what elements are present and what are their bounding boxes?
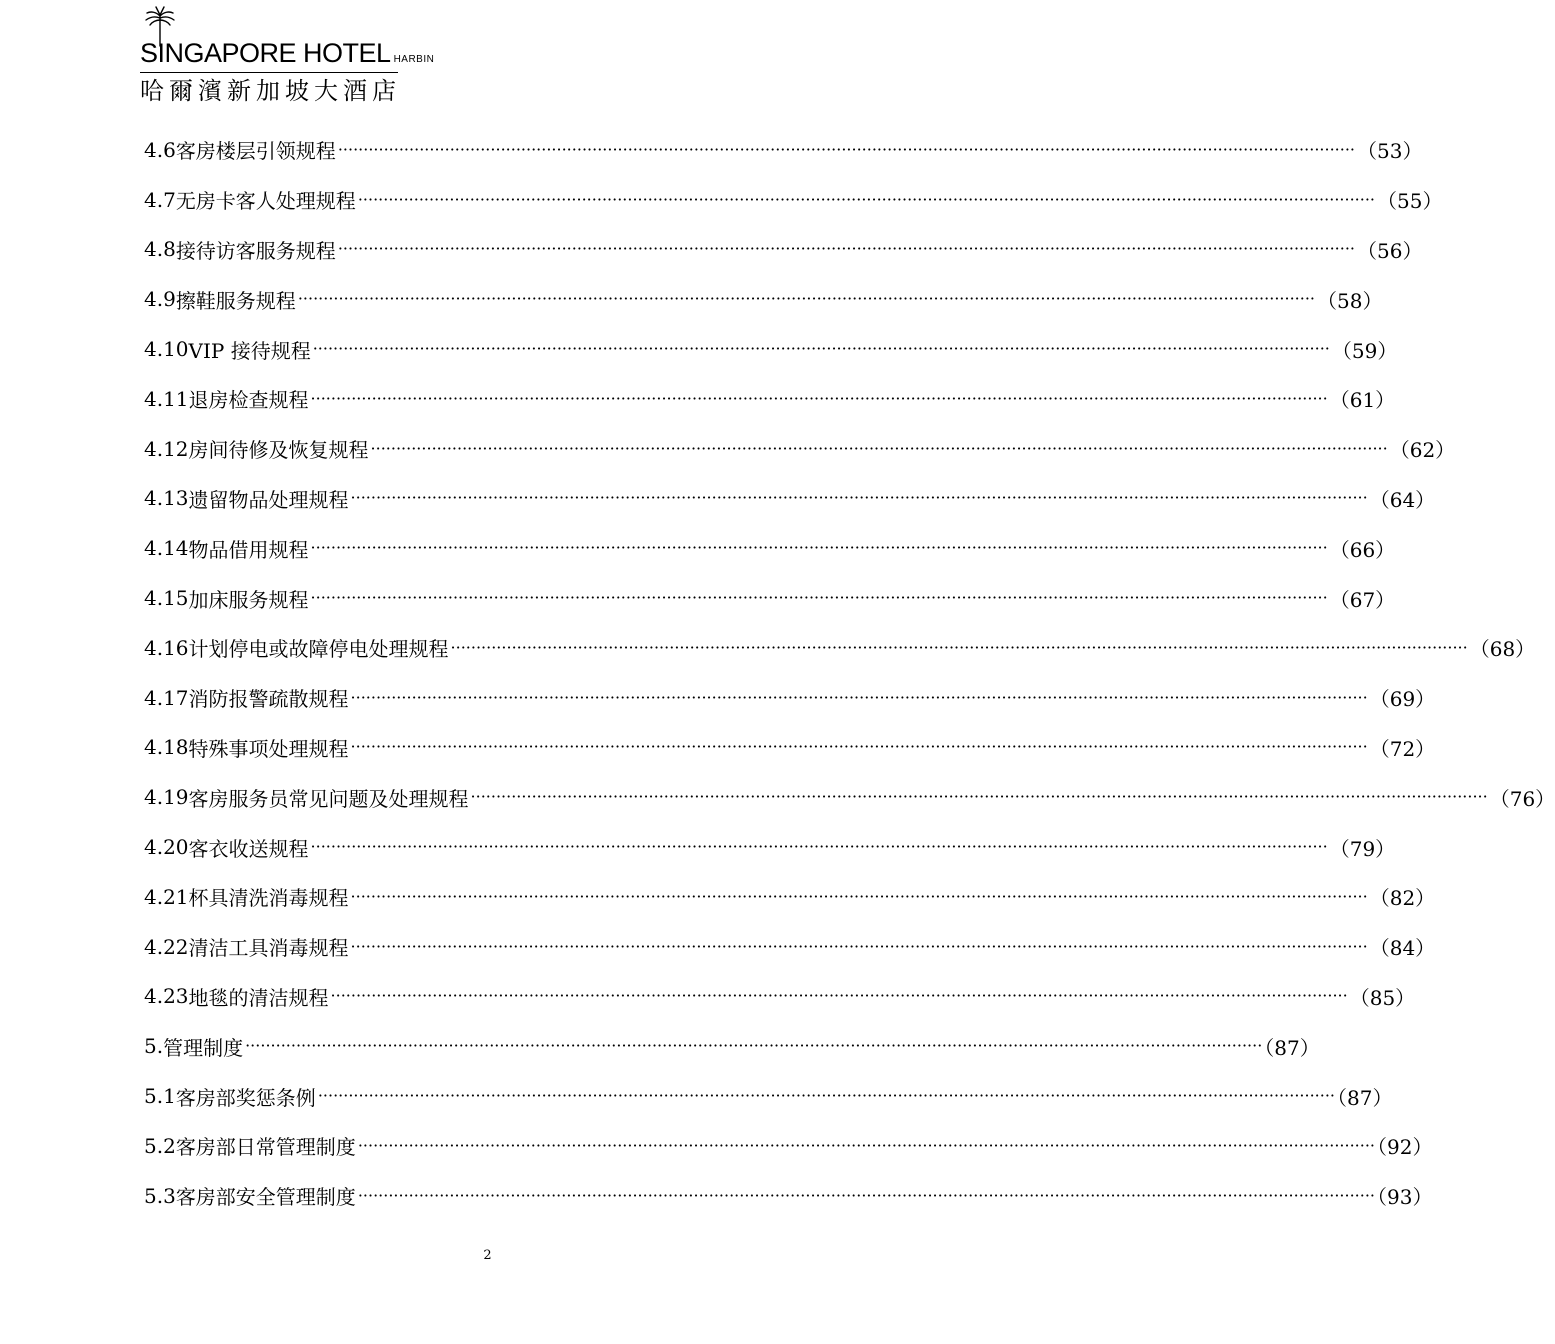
toc-dot-leader: ········································································································································································································	[337, 139, 1355, 159]
toc-entry-number: 4.20	[144, 835, 189, 860]
toc-entry[interactable]	[144, 673, 1436, 723]
toc-entry-page: （53）	[1357, 139, 1423, 164]
toc-entry[interactable]	[144, 374, 1396, 424]
toc-entry[interactable]	[144, 922, 1436, 972]
toc-entry-page: （56）	[1357, 238, 1423, 263]
toc-entry-title: 加床服务规程	[188, 587, 309, 612]
toc-entry[interactable]	[144, 1021, 1320, 1071]
toc-entry-title: 接待访客服务规程	[175, 238, 336, 263]
toc-entry[interactable]	[144, 822, 1396, 872]
toc-entry-page: （69）	[1369, 687, 1436, 712]
toc-entry-page: （79）	[1329, 836, 1396, 861]
toc-entry-number: 5.1	[144, 1084, 176, 1109]
toc-entry[interactable]	[144, 772, 1555, 822]
toc-entry[interactable]	[144, 424, 1456, 474]
toc-entry-title: 无房卡客人处理规程	[175, 189, 356, 214]
toc-entry-number: 4.8	[144, 237, 176, 262]
toc-entry-page: （67）	[1329, 587, 1396, 612]
logo-divider	[140, 72, 398, 73]
toc-entry-page: （68）	[1469, 637, 1536, 662]
toc-entry-page: （55）	[1377, 189, 1443, 214]
toc-entry-number: 4.9	[144, 287, 176, 312]
toc-entry-page: （76）	[1489, 786, 1555, 811]
toc-entry-title: 客衣收送规程	[188, 836, 309, 861]
toc-entry-number: 4.15	[144, 586, 189, 611]
toc-entry-title: 客房部安全管理制度	[175, 1185, 356, 1210]
toc-entry-title: 清洁工具消毒规程	[188, 936, 349, 961]
toc-entry[interactable]	[144, 324, 1398, 374]
toc-entry-page: （62）	[1389, 438, 1456, 463]
toc-entry-number: 4.7	[144, 187, 176, 212]
toc-dot-leader: ········································································································································································································	[350, 936, 1368, 956]
toc-entry-number: 4.6	[144, 137, 176, 162]
toc-dot-leader: ········································································································································································································	[310, 588, 1328, 608]
toc-dot-leader: ········································································································································································································	[310, 388, 1328, 408]
toc-dot-leader: ········································································································································································································	[310, 538, 1328, 558]
toc-entry-page: （72）	[1369, 736, 1436, 761]
toc-dot-leader: ········································································································································································································	[370, 438, 1388, 458]
toc-entry[interactable]	[144, 872, 1436, 922]
toc-entry[interactable]	[144, 1121, 1433, 1171]
toc-dot-leader: ········································································································································································································	[330, 986, 1348, 1006]
toc-entry[interactable]	[144, 523, 1396, 573]
toc-entry-title: 客房部奖惩条例	[175, 1085, 316, 1110]
toc-dot-leader: ········································································································································································································	[337, 239, 1355, 259]
toc-entry-number: 4.23	[144, 984, 189, 1009]
toc-entry[interactable]	[144, 175, 1443, 225]
toc-entry-page: （85）	[1349, 985, 1416, 1010]
logo-chinese-name: 哈爾濱新加坡大酒店	[140, 77, 401, 105]
toc-dot-leader: ········································································································································································································	[350, 687, 1368, 707]
toc-entry-page: （87）	[1254, 1035, 1320, 1060]
toc-entry-number: 4.22	[144, 934, 189, 959]
toc-entry-page: （93）	[1367, 1185, 1433, 1210]
toc-entry-title: 物品借用规程	[188, 537, 309, 562]
toc-entry-title: 客房服务员常见问题及处理规程	[188, 786, 469, 811]
toc-entry-number: 4.18	[144, 735, 189, 760]
toc-entry-title: 特殊事项处理规程	[188, 736, 349, 761]
toc-entry-title: 杯具清洗消毒规程	[188, 886, 349, 911]
toc-entry-page: （87）	[1327, 1085, 1393, 1110]
toc-dot-leader: ········································································································································································································	[310, 837, 1328, 857]
toc-entry-title: 计划停电或故障停电处理规程	[188, 637, 449, 662]
toc-entry-page: （61）	[1329, 388, 1396, 413]
page-number: 2	[483, 1248, 492, 1263]
toc-dot-leader: ········································································································································································································	[245, 1036, 1263, 1056]
toc-entry-title: 地毯的清洁规程	[188, 985, 329, 1010]
toc-entry-page: （82）	[1369, 886, 1436, 911]
toc-entry-title: 遗留物品处理规程	[188, 487, 349, 512]
toc-entry-number: 4.11	[144, 386, 189, 411]
toc-entry-title: 房间待修及恢复规程	[188, 438, 369, 463]
logo-english-name	[140, 38, 434, 75]
toc-dot-leader: ········································································································································································································	[450, 637, 1468, 657]
toc-entry[interactable]	[144, 1071, 1393, 1121]
toc-entry[interactable]	[144, 623, 1536, 673]
hotel-logo	[140, 6, 435, 106]
toc-entry-number: 4.19	[144, 785, 189, 810]
toc-entry-page: （84）	[1369, 936, 1436, 961]
toc-entry-title: VIP 接待规程	[188, 338, 311, 363]
toc-entry-title: 客房部日常管理制度	[175, 1135, 356, 1160]
toc-entry[interactable]	[144, 1171, 1433, 1221]
toc-entry-page: （59）	[1331, 338, 1398, 363]
toc-entry-title: 管理制度	[163, 1035, 244, 1060]
toc-entry-title: 消防报警疏散规程	[188, 687, 349, 712]
toc-dot-leader: ········································································································································································································	[357, 189, 1375, 209]
toc-entry-page: （58）	[1317, 288, 1383, 313]
toc-dot-leader: ········································································································································································································	[357, 1185, 1375, 1205]
toc-dot-leader: ········································································································································································································	[470, 787, 1488, 807]
toc-entry[interactable]	[144, 274, 1383, 324]
toc-entry[interactable]	[144, 225, 1423, 275]
toc-entry-number: 5.	[144, 1034, 164, 1059]
toc-entry-number: 4.14	[144, 536, 189, 561]
toc-dot-leader: ········································································································································································································	[350, 886, 1368, 906]
toc-entry-number: 4.16	[144, 635, 189, 660]
toc-entry-page: （66）	[1329, 537, 1396, 562]
toc-entry-number: 4.17	[144, 685, 189, 710]
table-of-contents	[144, 125, 1555, 1221]
toc-dot-leader: ········································································································································································································	[350, 488, 1368, 508]
toc-entry[interactable]	[144, 573, 1396, 623]
toc-entry-number: 4.21	[144, 884, 189, 909]
toc-entry-title: 退房检查规程	[188, 388, 309, 413]
logo-hotel-name: SINGAPORE HOTEL	[140, 38, 391, 68]
toc-dot-leader: ········································································································································································································	[312, 339, 1330, 359]
toc-entry-title: 客房楼层引领规程	[175, 139, 336, 164]
toc-entry-title: 擦鞋服务规程	[175, 288, 296, 313]
toc-dot-leader: ········································································································································································································	[357, 1135, 1375, 1155]
toc-entry-number: 4.10	[144, 337, 189, 362]
toc-entry-number: 4.12	[144, 436, 189, 461]
toc-dot-leader: ········································································································································································································	[297, 289, 1315, 309]
toc-entry[interactable]	[144, 474, 1436, 524]
toc-dot-leader: ········································································································································································································	[317, 1086, 1335, 1106]
toc-entry[interactable]	[144, 125, 1423, 175]
logo-city: HARBIN	[393, 54, 435, 65]
toc-dot-leader: ········································································································································································································	[350, 737, 1368, 757]
toc-entry-page: （92）	[1367, 1135, 1433, 1160]
toc-entry-number: 5.3	[144, 1183, 176, 1208]
toc-entry-page: （64）	[1369, 487, 1436, 512]
toc-entry-number: 5.2	[144, 1133, 176, 1158]
toc-entry[interactable]	[144, 723, 1436, 773]
toc-entry[interactable]	[144, 972, 1416, 1022]
toc-entry-number: 4.13	[144, 486, 189, 511]
